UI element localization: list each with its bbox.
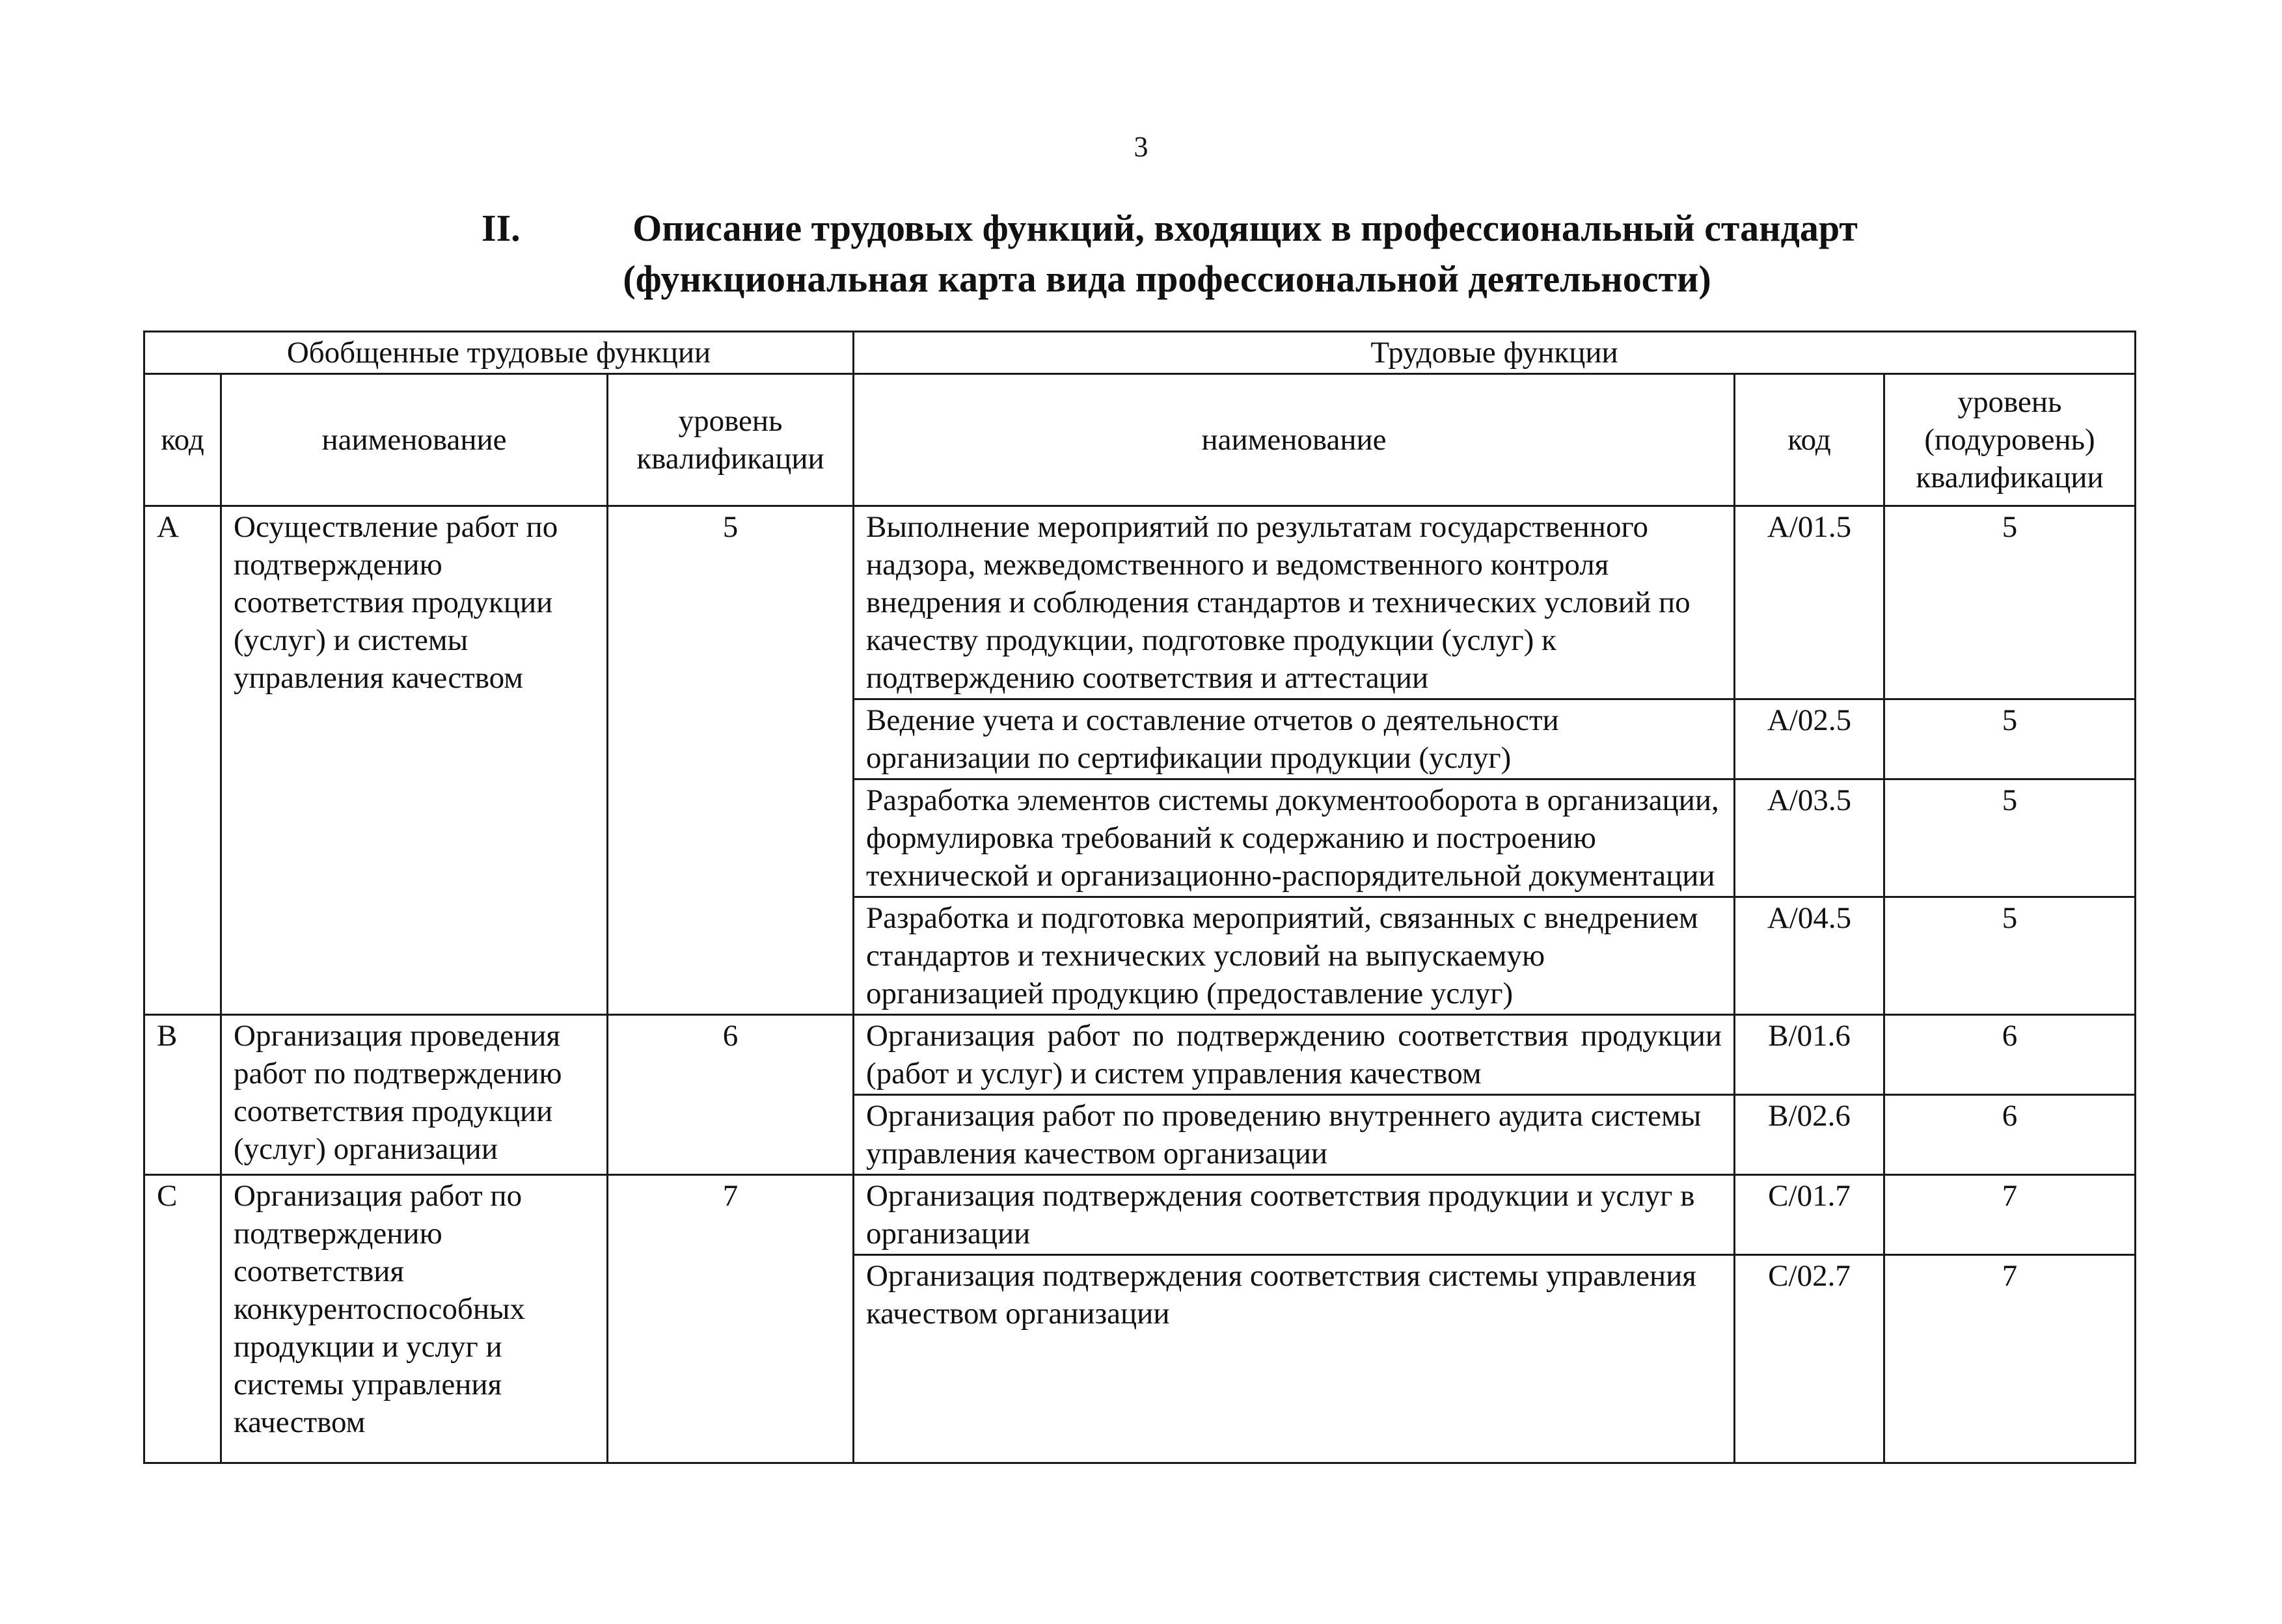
header-tf-code: код [1735, 374, 1884, 506]
function-level: 7 [1884, 1175, 2136, 1255]
group-level: 7 [608, 1175, 854, 1463]
group-code: В [144, 1015, 221, 1175]
function-code: A/04.5 [1735, 897, 1884, 1015]
function-level: 5 [1884, 779, 2136, 897]
function-level: 7 [1884, 1255, 2136, 1463]
section-heading [0, 203, 2282, 304]
function-code: A/01.5 [1735, 506, 1884, 699]
function-level: 5 [1884, 699, 2136, 779]
group-name: Организация работ по подтверждению соответствия конкурентоспособных продукции и услуг и системы управления качеством [221, 1175, 608, 1463]
function-code: C/02.7 [1735, 1255, 1884, 1463]
section-number: II. [482, 207, 521, 249]
function-level: 5 [1884, 506, 2136, 699]
function-level: 5 [1884, 897, 2136, 1015]
column-header-row [144, 374, 2136, 506]
group-name: Осуществление работ по подтверждению соответствия продукции (услуг) и системы управления качеством [221, 506, 608, 1015]
function-name: Разработка элементов системы документооборота в организации, формулировка требований к содержанию и построению технической и организационно-распорядительной документации [854, 779, 1735, 897]
function-name: Организация работ по подтверждению соответствия продукции (работ и услуг) и систем управления качеством [854, 1015, 1735, 1095]
header-labor-functions: Трудовые функции [854, 332, 2136, 374]
function-name: Организация работ по проведению внутреннего аудита системы управления качеством организации [854, 1095, 1735, 1175]
header-level: уровень квалификации [608, 374, 854, 506]
page-number: 3 [1134, 131, 1148, 163]
table-row [144, 1015, 2136, 1095]
function-name: Организация подтверждения соответствия продукции и услуг в организации [854, 1175, 1735, 1255]
header-tf-name: наименование [854, 374, 1735, 506]
function-code: B/02.6 [1735, 1095, 1884, 1175]
function-code: B/01.6 [1735, 1015, 1884, 1095]
function-name: Разработка и подготовка мероприятий, связанных с внедрением стандартов и технических условий на выпускаемую организацией продукцию (предоставление услуг) [854, 897, 1735, 1015]
function-level: 6 [1884, 1015, 2136, 1095]
section-title-line2: (функциональная карта вида профессиональной деятельности) [623, 258, 1711, 300]
function-code: A/02.5 [1735, 699, 1884, 779]
header-tf-level: уровень (подуровень) квалификации [1884, 374, 2136, 506]
header-generalized-functions: Обобщенные трудовые функции [144, 332, 854, 374]
group-level: 5 [608, 506, 854, 1015]
group-code: С [144, 1175, 221, 1463]
header-name: наименование [221, 374, 608, 506]
functional-map-table [143, 331, 2136, 1464]
table-row [144, 506, 2136, 699]
group-level: 6 [608, 1015, 854, 1175]
group-name: Организация проведения работ по подтверждению соответствия продукции (услуг) организации [221, 1015, 608, 1175]
function-name: Выполнение мероприятий по результатам государственного надзора, межведомственного и ведомственного контроля внедрения и соблюдения стандартов и технических условий по качеству продукции, подготовке продукции (услуг) к подтверждению соответствия и аттестации [854, 506, 1735, 699]
table-row [144, 1175, 2136, 1255]
header-code: код [144, 374, 221, 506]
section-title-line1: Описание трудовых функций, входящих в профессиональный стандарт [632, 207, 1858, 249]
group-header-row [144, 332, 2136, 374]
group-code: А [144, 506, 221, 1015]
function-code: C/01.7 [1735, 1175, 1884, 1255]
function-code: A/03.5 [1735, 779, 1884, 897]
function-level: 6 [1884, 1095, 2136, 1175]
function-name: Организация подтверждения соответствия системы управления качеством организации [854, 1255, 1735, 1463]
function-name: Ведение учета и составление отчетов о деятельности организации по сертификации продукции (услуг) [854, 699, 1735, 779]
